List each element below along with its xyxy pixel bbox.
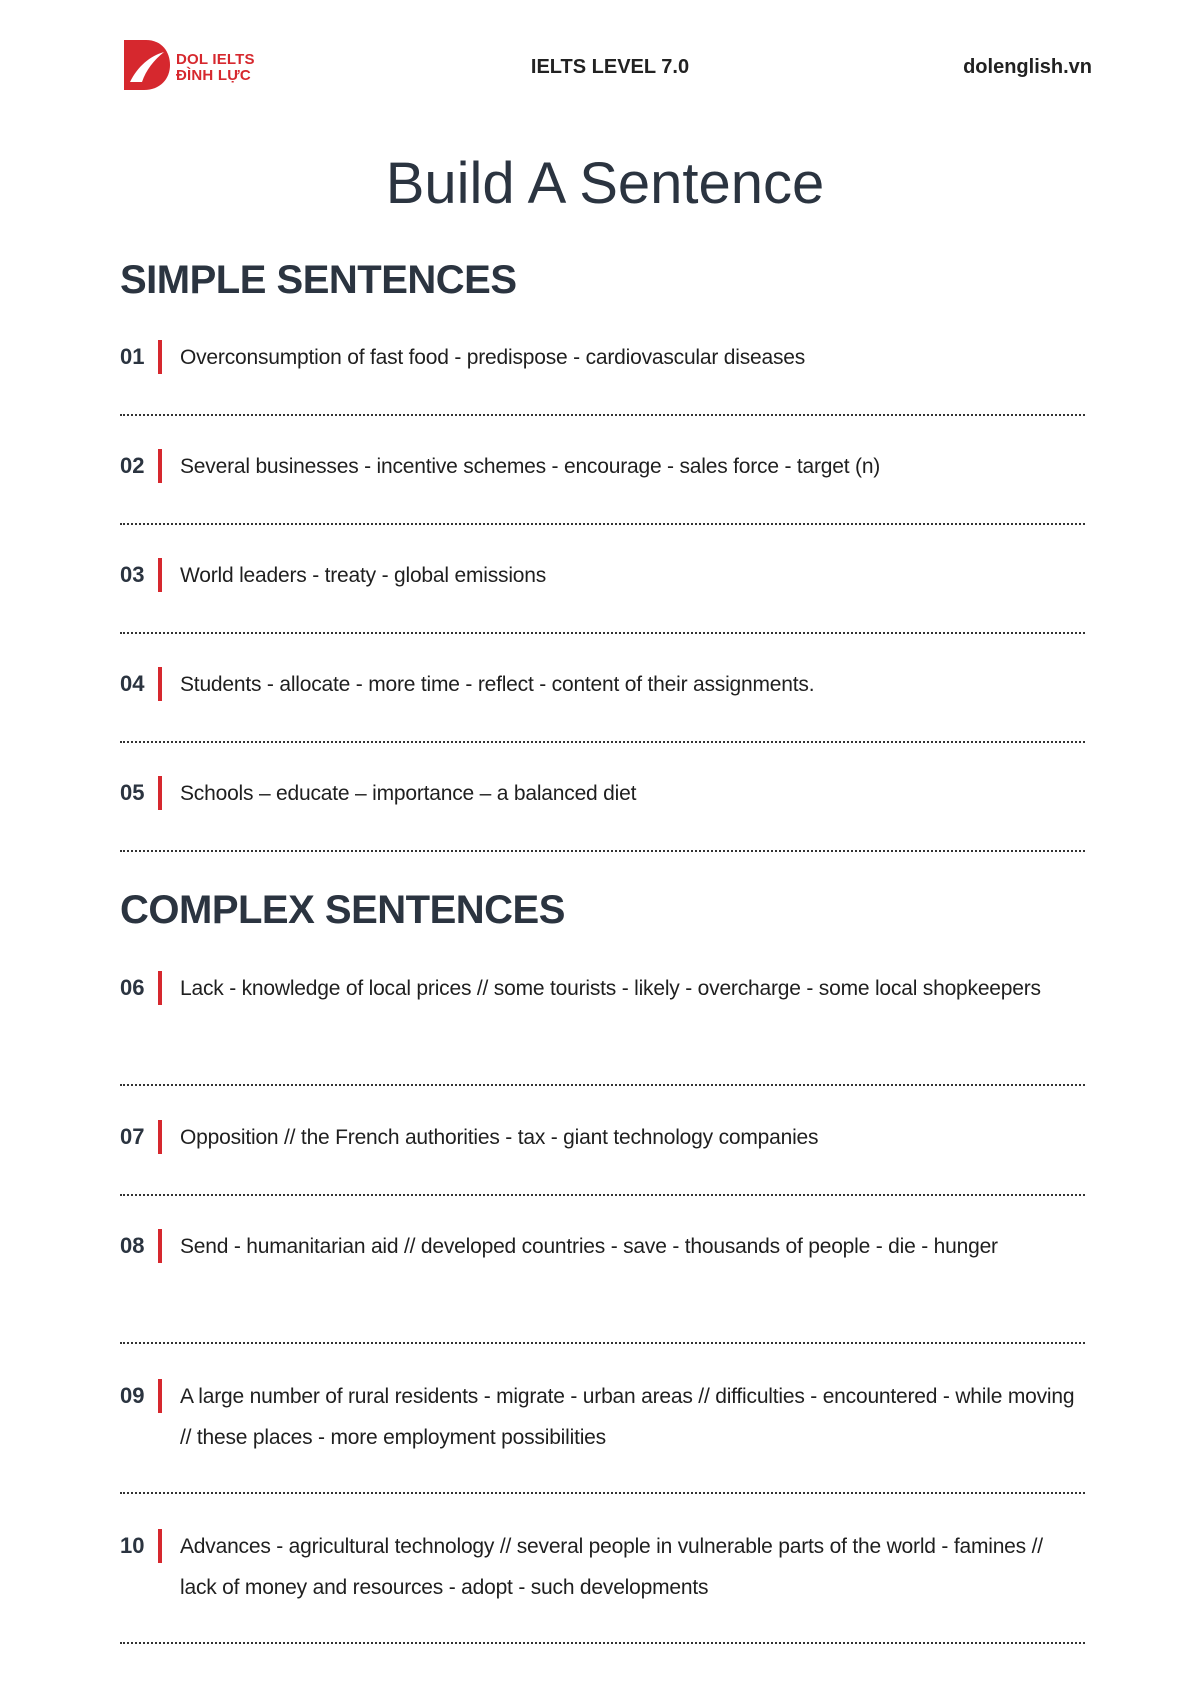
page-header (120, 36, 1090, 96)
item-prompt: Opposition // the French authorities - tax - giant technology companies (180, 1126, 819, 1149)
accent-bar (158, 558, 162, 592)
accent-bar (158, 776, 162, 810)
answer-line[interactable] (120, 1084, 1085, 1086)
section-title-simple: SIMPLE SENTENCES (120, 258, 517, 302)
logo-line-2: ĐÌNH LỰC (176, 67, 251, 84)
answer-line[interactable] (120, 414, 1085, 416)
exercise-item-04 (120, 664, 1085, 705)
item-number: 10 (120, 1533, 145, 1558)
answer-line[interactable] (120, 523, 1085, 525)
item-prompt: Overconsumption of fast food - predispose - cardiovascular diseases (180, 346, 806, 369)
answer-line[interactable] (120, 850, 1085, 852)
accent-bar (158, 449, 162, 483)
page-title: Build A Sentence (385, 151, 825, 216)
answer-line[interactable] (120, 1492, 1085, 1494)
item-prompt: Advances - agricultural technology // several people in vulnerable parts of the world - famines // lack of money and resources - adopt - such developments (180, 1535, 1043, 1599)
accent-bar (158, 971, 162, 1005)
exercise-item-08 (120, 1226, 1085, 1267)
accent-bar (158, 1120, 162, 1154)
item-number: 01 (120, 344, 145, 369)
accent-bar (158, 667, 162, 701)
answer-line[interactable] (120, 1194, 1085, 1196)
exercise-item-09 (120, 1376, 1085, 1458)
item-number: 08 (120, 1233, 145, 1258)
answer-line[interactable] (120, 632, 1085, 634)
accent-bar (158, 340, 162, 374)
answer-line[interactable] (120, 741, 1085, 743)
exercise-item-01 (120, 337, 1085, 378)
exercise-item-05 (120, 773, 1085, 814)
item-number: 06 (120, 975, 145, 1000)
item-prompt: Schools – educate – importance – a balanced diet (180, 782, 637, 805)
item-prompt: Students - allocate - more time - reflect - content of their assignments. (180, 673, 815, 696)
item-prompt: Several businesses - incentive schemes - encourage - sales force - target (n) (180, 455, 881, 478)
item-prompt: Lack - knowledge of local prices // some tourists - likely - overcharge - some local shopkeepers (180, 977, 1041, 1000)
exercise-item-02 (120, 446, 1085, 487)
item-number: 03 (120, 562, 145, 587)
level-label: IELTS LEVEL 7.0 (530, 56, 690, 78)
item-prompt: Send - humanitarian aid // developed countries - save - thousands of people - die - hunger (180, 1235, 998, 1258)
section-title-complex: COMPLEX SENTENCES (120, 888, 565, 932)
accent-bar (158, 1229, 162, 1263)
site-link[interactable]: dolenglish.vn (963, 56, 1092, 78)
accent-bar (158, 1529, 162, 1563)
item-number: 07 (120, 1124, 145, 1149)
item-number: 05 (120, 780, 145, 805)
exercise-item-07 (120, 1117, 1085, 1158)
answer-line[interactable] (120, 1342, 1085, 1344)
logo-line-1: DOL IELTS (176, 51, 255, 68)
exercise-item-10 (120, 1526, 1085, 1608)
item-prompt: World leaders - treaty - global emissions (180, 564, 547, 587)
exercise-item-03 (120, 555, 1085, 596)
accent-bar (158, 1379, 162, 1413)
item-number: 09 (120, 1383, 145, 1408)
item-prompt: A large number of rural residents - migrate - urban areas // difficulties - encountered - while moving // these places - more employment possibilities (180, 1385, 1075, 1449)
answer-line[interactable] (120, 1642, 1085, 1644)
item-number: 04 (120, 671, 145, 696)
exercise-item-06 (120, 968, 1085, 1009)
item-number: 02 (120, 453, 145, 478)
